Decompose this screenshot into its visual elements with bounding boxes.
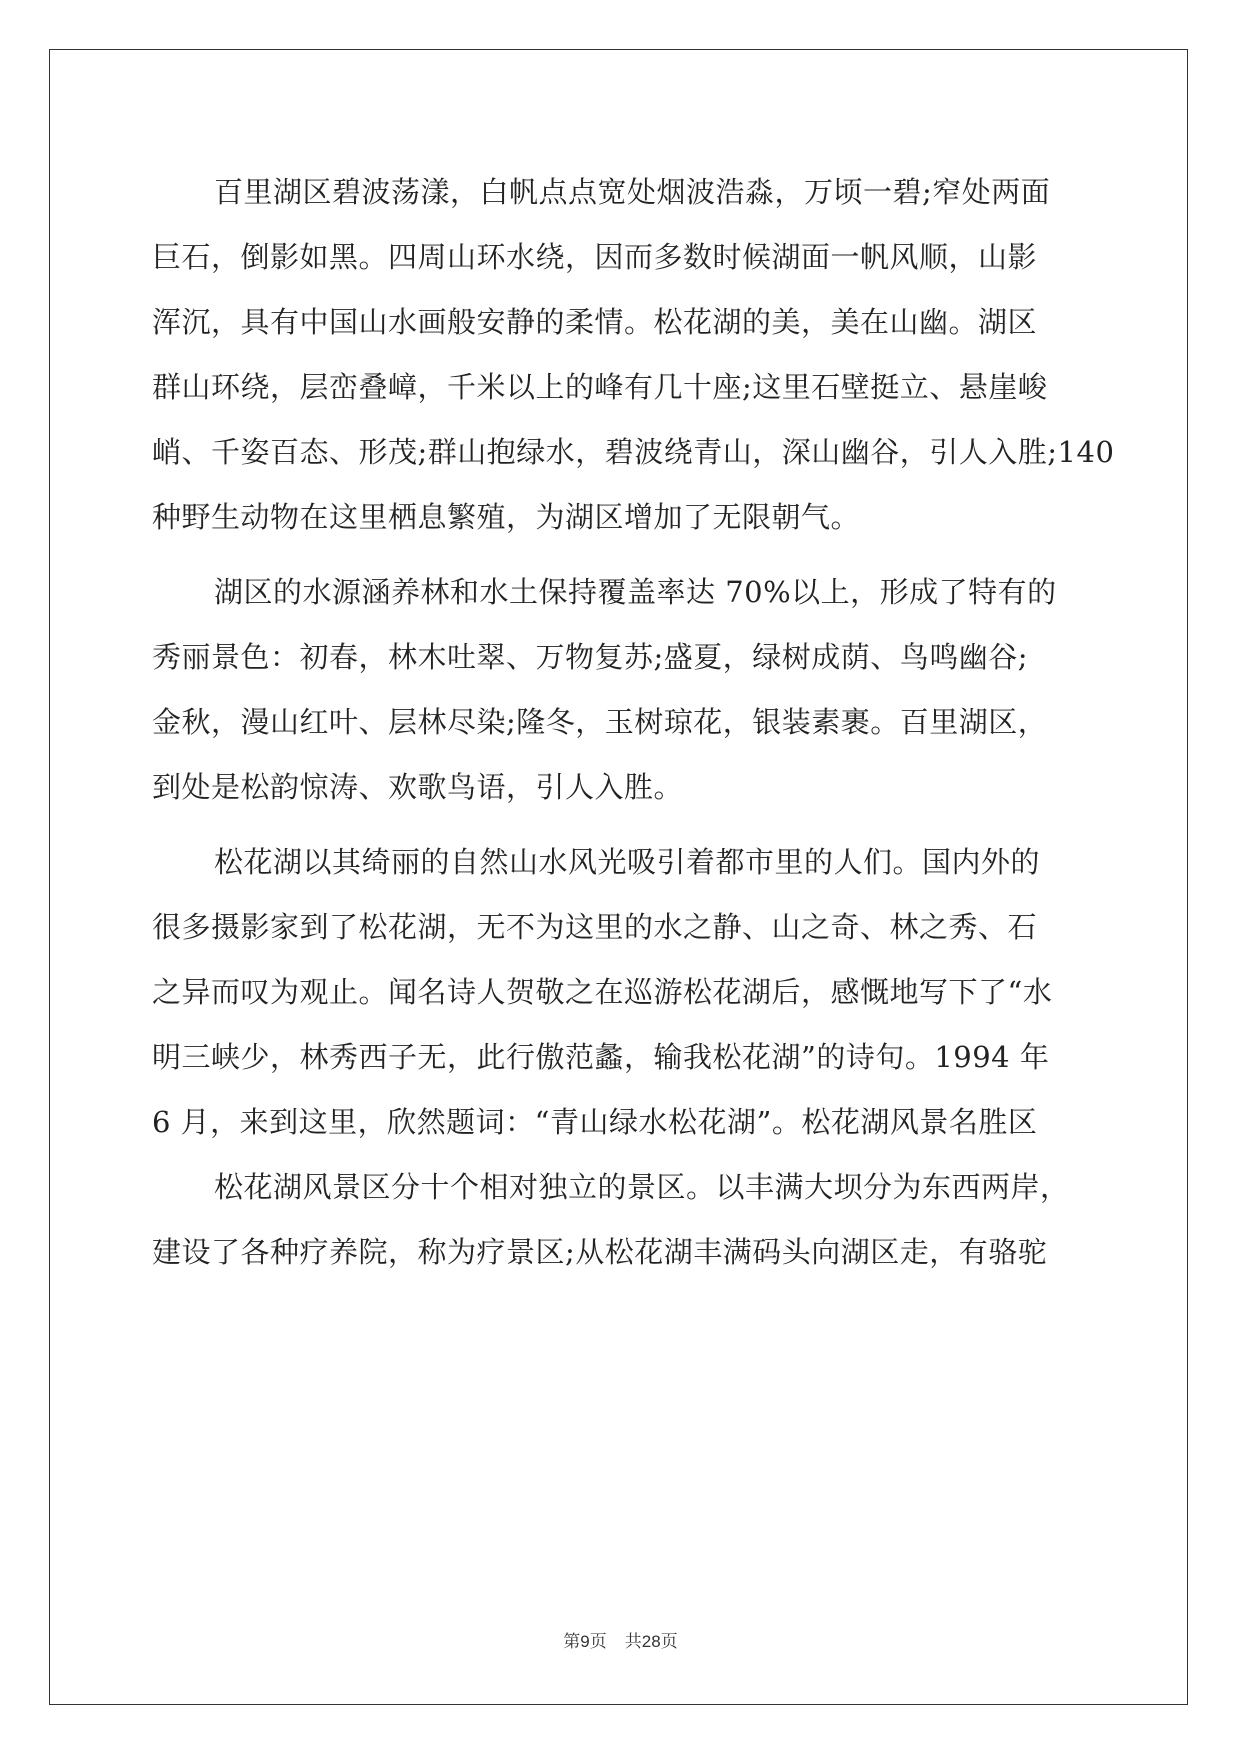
page-number: 9 [580, 1632, 590, 1651]
text-line: 群山环绕，层峦叠嶂，千米以上的峰有几十座;这里石壁挺立、悬崖峻 [152, 370, 1048, 404]
page-suffix: 页 [589, 1632, 607, 1652]
page-footer [0, 1627, 1241, 1652]
document-body [152, 160, 1115, 1285]
text-line: 很多摄影家到了松花湖，无不为这里的水之静、山之奇、林之秀、石 [152, 910, 1038, 944]
text-line: 明三峡少，林秀西子无，此行傲范蠡，输我松花湖”的诗句。1994 年 [152, 1040, 1050, 1074]
text-line: 6 月，来到这里，欣然题词：“青山绿水松花湖”。松花湖风景名胜区 [152, 1105, 1038, 1139]
text-line: 金秋，漫山红叶、层林尽染;隆冬，玉树琼花，银装素裹。百里湖区， [152, 705, 1048, 739]
text-line: 百里湖区碧波荡漾，白帆点点宽处烟波浩淼，万顷一碧;窄处两面 [214, 175, 1051, 209]
text-line: 峭、千姿百态、形茂;群山抱绿水，碧波绕青山，深山幽谷，引人入胜;140 [152, 435, 1115, 469]
text-line: 湖区的水源涵养林和水土保持覆盖率达 70%以上，形成了特有的 [214, 575, 1057, 609]
text-line: 种野生动物在这里栖息繁殖，为湖区增加了无限朝气。 [152, 500, 861, 534]
total-pages: 28 [641, 1632, 661, 1651]
text-line: 建设了各种疗养院，称为疗景区;从松花湖丰满码头向湖区走，有骆驼 [152, 1235, 1048, 1269]
text-line: 巨石，倒影如黑。四周山环水绕，因而多数时候湖面一帆风顺，山影 [152, 240, 1038, 274]
text-line: 浑沉，具有中国山水画般安静的柔情。松花湖的美，美在山幽。湖区 [152, 305, 1038, 339]
text-line: 松花湖以其绮丽的自然山水风光吸引着都市里的人们。国内外的 [214, 845, 1041, 879]
text-line: 松花湖风景区分十个相对独立的景区。以丰满大坝分为东西两岸， [214, 1170, 1070, 1204]
text-line: 秀丽景色：初春，林木吐翠、万物复苏;盛夏，绿树成荫、鸟鸣幽谷; [152, 640, 1029, 674]
text-line: 之异而叹为观止。闻名诗人贺敬之在巡游松花湖后，感慨地写下了“水 [152, 975, 1053, 1009]
total-suffix: 页 [660, 1632, 678, 1652]
text-line: 到处是松韵惊涛、欢歌鸟语，引人入胜。 [152, 770, 684, 804]
total-prefix: 共 [624, 1632, 642, 1652]
page-prefix: 第 [563, 1632, 581, 1652]
